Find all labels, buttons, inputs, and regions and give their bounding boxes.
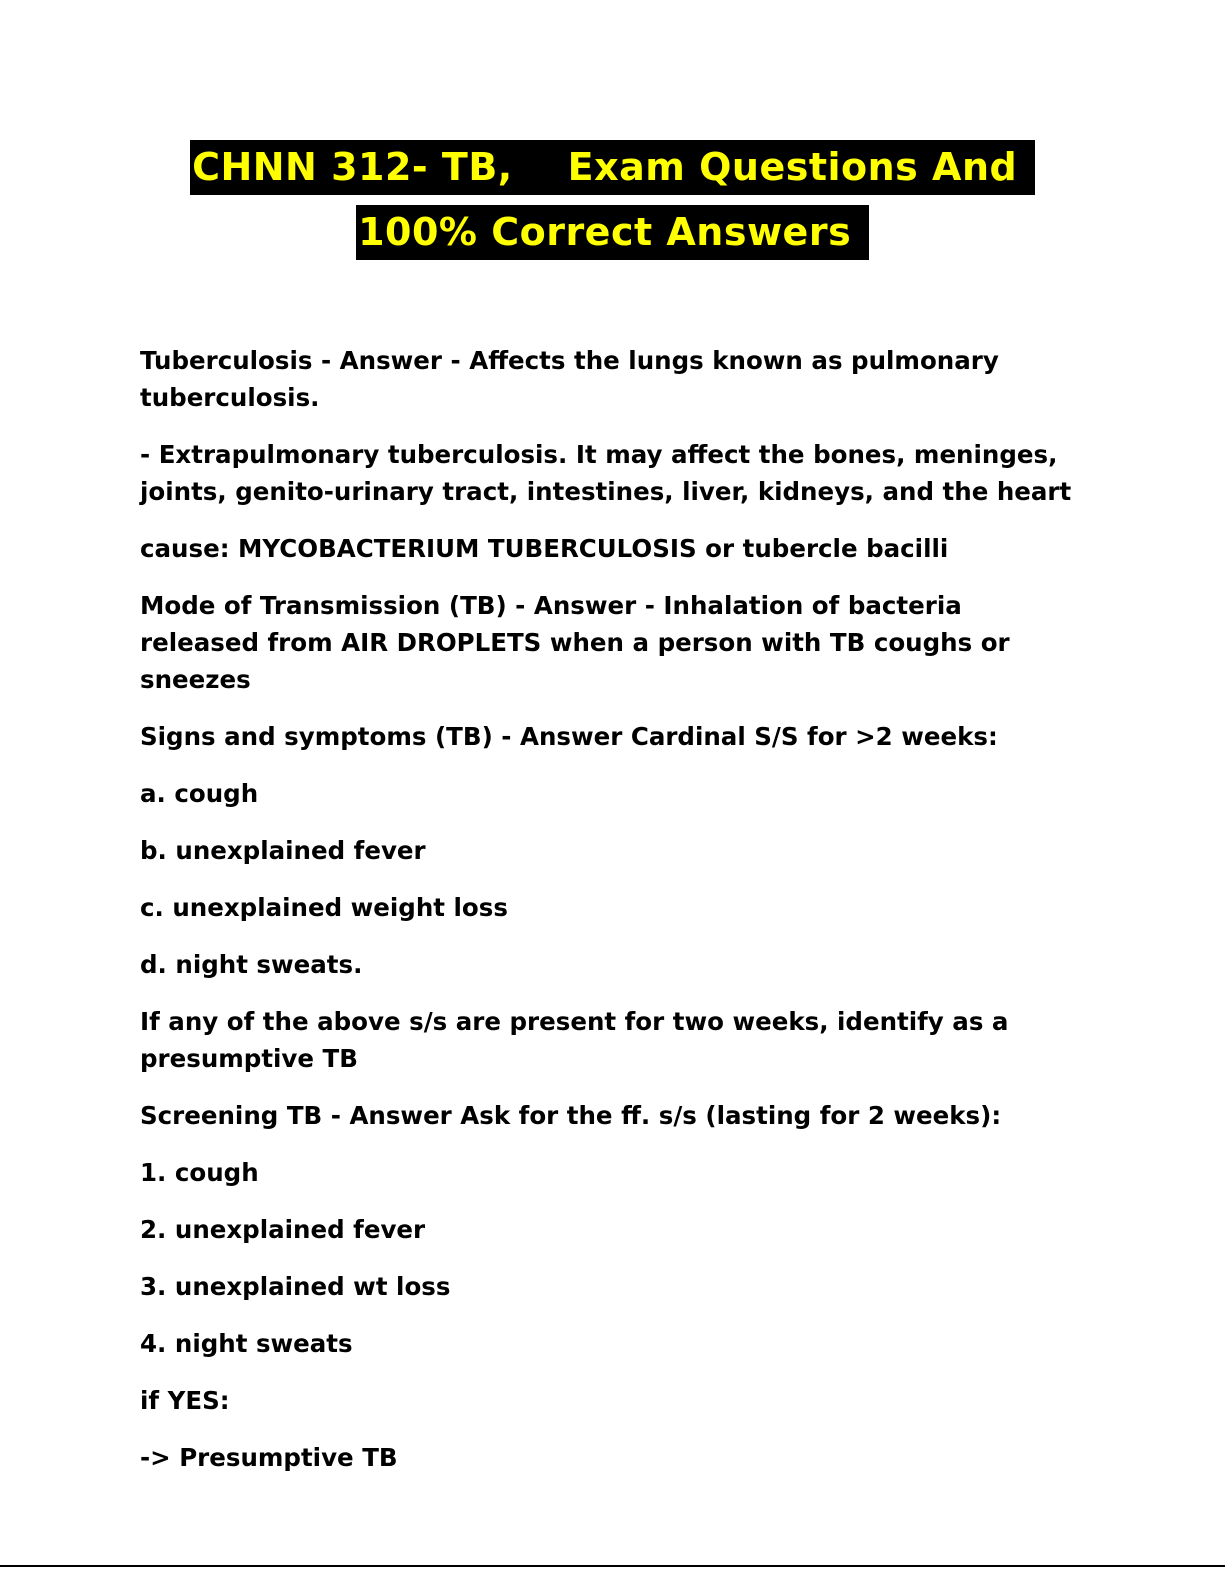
screening-item-wt-loss: 3. unexplained wt loss: [140, 1272, 451, 1301]
list-item-cough: a. cough: [140, 779, 259, 808]
paragraph-if-yes: if YES:: [140, 1386, 230, 1415]
paragraph-cause: cause: MYCOBACTERIUM TUBERCULOSIS or tubercle bacilli: [140, 534, 949, 563]
paragraph-tuberculosis: Tuberculosis - Answer - Affects the lungs known as pulmonary tuberculosis.: [140, 346, 999, 412]
document-title: [0, 140, 1225, 260]
page-bottom-divider: [0, 1565, 1225, 1567]
list-item-unexplained-weight-loss: c. unexplained weight loss: [140, 893, 508, 922]
screening-item-fever: 2. unexplained fever: [140, 1215, 426, 1244]
list-item-unexplained-fever: b. unexplained fever: [140, 836, 426, 865]
paragraph-mode-of-transmission: Mode of Transmission (TB) - Answer - Inhalation of bacteria released from AIR DROPLETS when a person with TB coughs or sneezes: [140, 591, 1010, 694]
paragraph-screening: Screening TB - Answer Ask for the ff. s/s (lasting for 2 weeks):: [140, 1101, 1002, 1130]
list-item-night-sweats: d. night sweats.: [140, 950, 363, 979]
paragraph-signs-and-symptoms: Signs and symptoms (TB) - Answer Cardinal S/S for >2 weeks:: [140, 722, 998, 751]
document-body: [140, 342, 1080, 1496]
paragraph-presumptive-tb: -> Presumptive TB: [140, 1443, 398, 1472]
paragraph-extrapulmonary: - Extrapulmonary tuberculosis. It may affect the bones, meninges, joints, genito-urinary tract, intestines, liver, kidneys, and the heart: [140, 440, 1072, 506]
title-line-2: 100% Correct Answers: [356, 205, 869, 260]
paragraph-presumptive-note: If any of the above s/s are present for two weeks, identify as a presumptive TB: [140, 1007, 1009, 1073]
title-line-1: CHNN 312- TB, Exam Questions And: [190, 140, 1035, 195]
screening-item-night-sweats: 4. night sweats: [140, 1329, 353, 1358]
screening-item-cough: 1. cough: [140, 1158, 259, 1187]
